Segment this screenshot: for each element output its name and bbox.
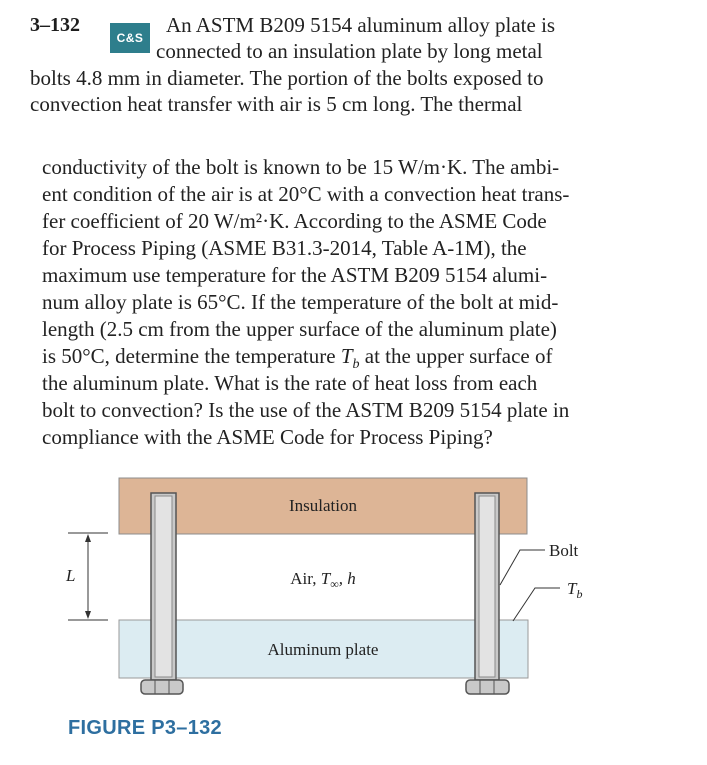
text-line-9: maximum use temperature for the ASTM B209 5154 alumi- xyxy=(42,263,548,287)
insulation-label: Insulation xyxy=(289,496,357,515)
problem-number: 3–132 xyxy=(30,14,80,36)
text-line-12-end: at the upper surface of xyxy=(359,344,553,368)
tb-label: $T_b$ xyxy=(567,579,583,601)
text-line-4: convection heat transfer with air is 5 cm long. The thermal xyxy=(30,92,523,116)
text-line-12-start: is 50°C, determine the temperature xyxy=(42,344,341,368)
text-line-5: conductivity of the bolt is known to be 15 W/m·K. The ambi- xyxy=(42,155,560,179)
text-line-1: An ASTM B209 5154 aluminum alloy plate is xyxy=(166,13,556,37)
text-line-13: the aluminum plate. What is the rate of heat loss from each xyxy=(42,371,538,395)
tb-subscript-text: b xyxy=(352,357,360,373)
tb-symbol-text: T xyxy=(340,344,353,368)
cs-badge: C&S xyxy=(110,23,150,53)
bolt-label: Bolt xyxy=(549,541,579,560)
length-label: L xyxy=(66,566,76,585)
text-line-8: for Process Piping (ASME B31.3-2014, Table A-1M), the xyxy=(42,236,527,260)
text-line-3: bolts 4.8 mm in diameter. The portion of the bolts exposed to xyxy=(30,66,544,90)
text-line-2: connected to an insulation plate by long metal xyxy=(156,39,543,63)
text-line-6: ent condition of the air is at 20°C with a convection heat trans- xyxy=(42,182,570,206)
text-line-11: length (2.5 cm from the upper surface of the aluminum plate) xyxy=(42,317,557,341)
text-line-15: compliance with the ASME Code for Process Piping? xyxy=(42,425,493,449)
air-label: Air, $T_\infty$, h xyxy=(290,569,356,591)
text-line-7: fer coefficient of 20 W/m²·K. According to the ASME Code xyxy=(42,209,547,233)
figure-caption: FIGURE P3–132 xyxy=(68,717,222,739)
bolt-leader-line xyxy=(500,550,545,585)
text-line-14: bolt to convection? Is the use of the ASTM B209 5154 plate in xyxy=(42,398,570,422)
tb-leader-line xyxy=(513,588,560,621)
aluminum-label: Aluminum plate xyxy=(267,640,379,659)
text-line-10: num alloy plate is 65°C. If the temperature of the bolt at mid- xyxy=(42,290,559,314)
